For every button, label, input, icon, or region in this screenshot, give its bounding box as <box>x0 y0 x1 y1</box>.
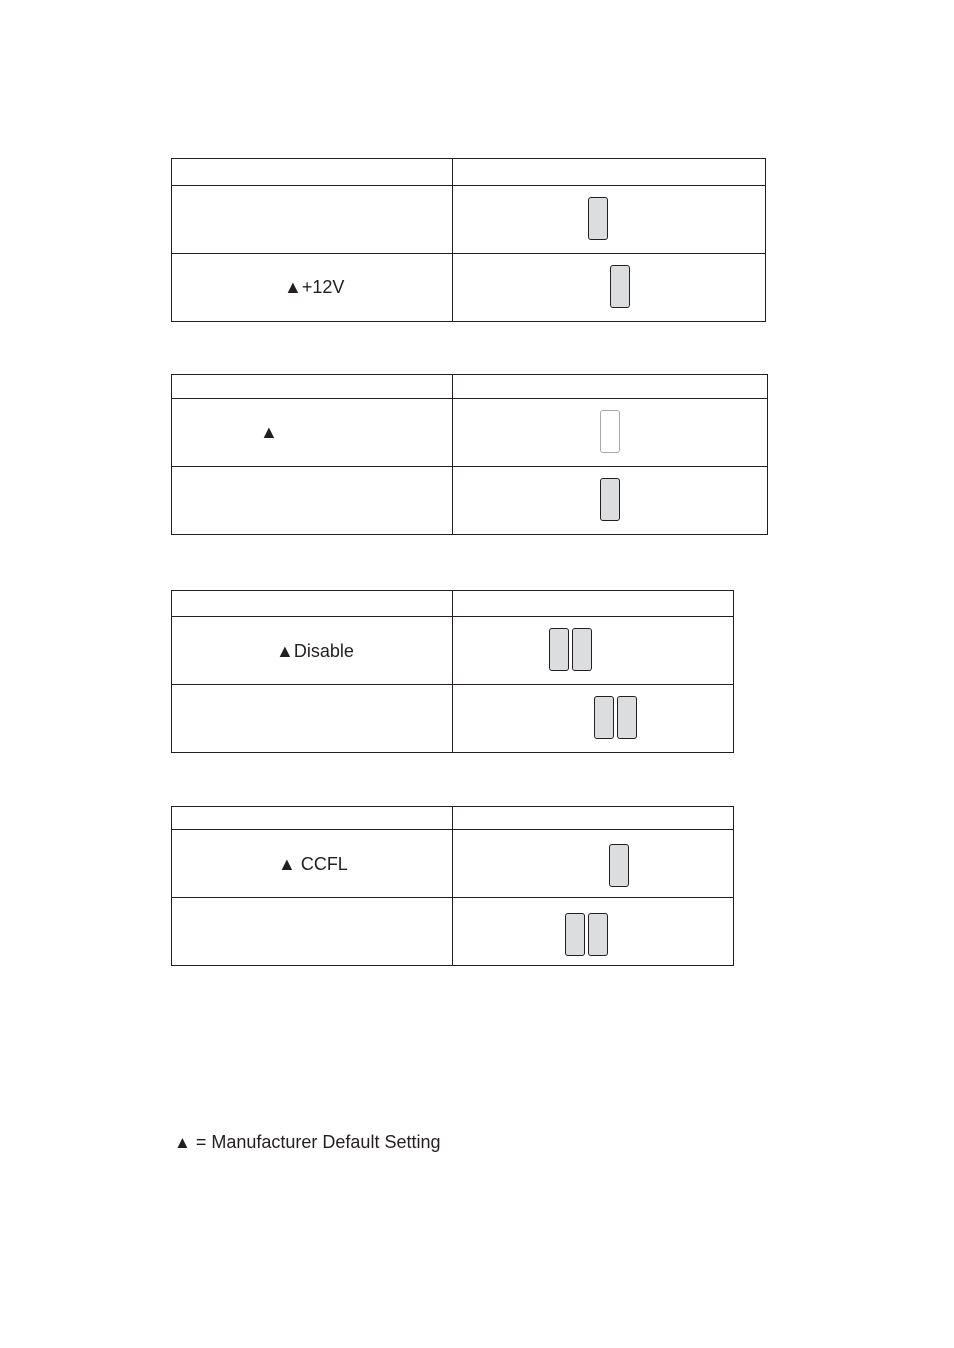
triangle-icon: ▲ <box>174 1133 191 1152</box>
legend-text: = Manufacturer Default Setting <box>195 1132 441 1152</box>
jumper-pin-pair-icon <box>572 628 592 671</box>
jumper-pin-pair-icon <box>588 913 608 956</box>
column-divider <box>452 591 453 752</box>
table-divider <box>172 253 765 254</box>
jumper-pin-closed-icon <box>610 265 630 308</box>
jumper-pin-open-icon <box>600 410 620 453</box>
table-divider <box>172 466 767 467</box>
jumper-pin-closed-icon <box>588 197 608 240</box>
default-setting-legend <box>174 1131 440 1154</box>
jumper-pin-closed-icon <box>609 844 629 887</box>
table-divider <box>172 185 765 186</box>
jumper-table-3 <box>171 590 734 753</box>
jumper-pin-closed-icon <box>600 478 620 521</box>
setting-label: ▲+12V <box>284 277 345 297</box>
column-divider <box>452 807 453 965</box>
default-marker: ▲ <box>260 422 278 442</box>
jumper-table-1 <box>171 158 766 322</box>
jumper-table-2 <box>171 374 768 535</box>
jumper-pin-pair-icon <box>549 628 569 671</box>
table-divider <box>172 398 767 399</box>
jumper-pin-pair-icon <box>617 696 637 739</box>
setting-label: ▲ CCFL <box>278 854 348 874</box>
jumper-pin-pair-icon <box>565 913 585 956</box>
column-divider <box>452 375 453 534</box>
column-divider <box>452 159 453 321</box>
jumper-table-4 <box>171 806 734 966</box>
jumper-pin-pair-icon <box>594 696 614 739</box>
setting-label: ▲Disable <box>276 641 354 661</box>
